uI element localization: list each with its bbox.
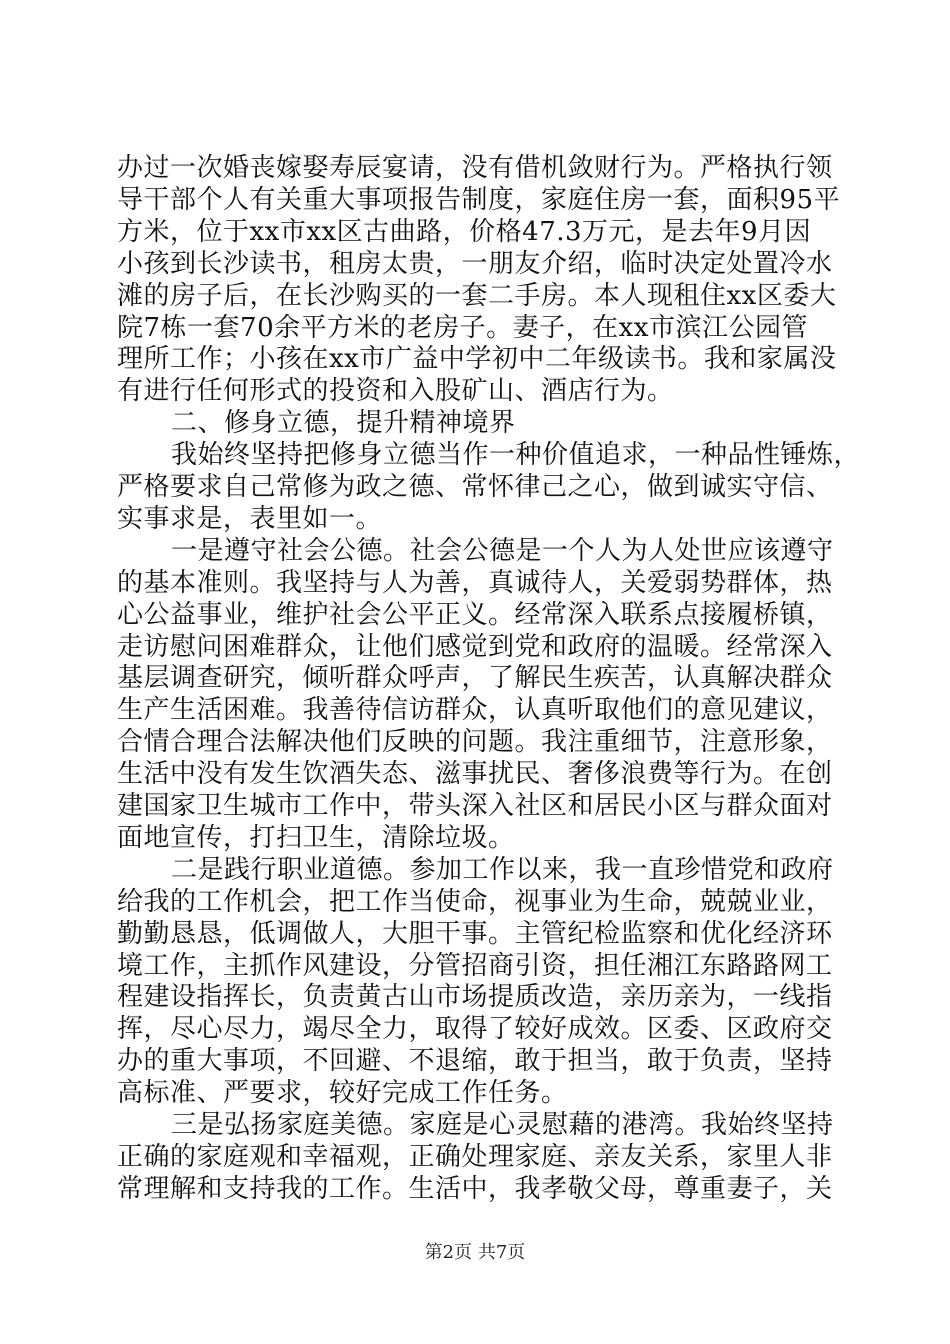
page-number-footer: 第2页 共7页 [424,1242,526,1263]
text-line: 的基本准则。我坚持与人为善，真诚待人，关爱弱势群体，热 [117,567,833,598]
text-line: 境工作，主抓作风建设，分管招商引资，担任湘江东路路网工 [117,950,833,981]
text-line: 走访慰问困难群众，让他们感觉到党和政府的温暖。经常深入 [117,631,833,662]
text-line: 滩的房子后，在长沙购买的一套二手房。本人现租住xx区委大 [117,280,837,311]
text-line: 导干部个人有关重大事项报告制度，家庭住房一套，面积95平 [117,184,841,215]
text-line: 院7栋一套70余平方米的老房子。妻子，在xx市滨江公园管 [117,312,808,343]
text-line: 实事求是，表里如一。 [117,503,383,534]
text-line: 挥，尽心尽力，竭尽全力，取得了较好成效。区委、区政府交 [117,1014,833,1045]
text-line: 给我的工作机会，把工作当使命，视事业为生命，兢兢业业， [117,886,833,917]
text-line: 方米，位于xx市xx区古曲路，价格47.3万元，是去年9月因 [117,216,812,247]
text-line: 办的重大事项，不回避、不退缩，敢于担当，敢于负责，坚持 [117,1046,833,1077]
text-line: 严格要求自己常修为政之德、常怀律己之心，做到诚实守信、 [117,472,833,502]
text-line: 二是践行职业道德。参加工作以来，我一直珍惜党和政府 [171,854,834,885]
text-line: 办过一次婚丧嫁娶寿辰宴请，没有借机敛财行为。严格执行领 [117,153,833,183]
text-line: 生活中没有发生饮酒失态、滋事扰民、奢侈浪费等行为。在创 [117,759,833,790]
text-line: 生产生活困难。我善待信访群众，认真听取他们的意见建议， [117,695,833,726]
text-line: 勤勤恳恳，低调做人，大胆干事。主管纪检监察和优化经济环 [117,918,833,949]
text-line: 理所工作；小孩在xx市广益中学初中二年级读书。我和家属没 [117,344,837,375]
text-line: 心公益事业，维护社会公平正义。经常深入联系点接履桥镇， [117,599,833,630]
text-line: 我始终坚持把修身立德当作一种价值追求，一种品性锤炼， [171,440,861,471]
text-line: 一是遵守社会公德。社会公德是一个人为人处世应该遵守 [171,535,834,566]
text-line: 有进行任何形式的投资和入股矿山、酒店行为。 [117,376,674,407]
text-line: 基层调查研究，倾听群众呼声，了解民生疾苦，认真解决群众 [117,663,833,694]
text-line: 小孩到长沙读书，租房太贵，一朋友介绍，临时决定处置冷水 [117,248,833,279]
text-line: 三是弘扬家庭美德。家庭是心灵慰藉的港湾。我始终坚持 [171,1110,834,1140]
text-line: 合情合理合法解决他们反映的问题。我注重细节，注意形象， [117,727,833,758]
text-line: 程建设指挥长，负责黄古山市场提质改造，亲历亲为，一线指 [117,982,833,1013]
text-line: 常理解和支持我的工作。生活中，我孝敬父母，尊重妻子，关 [117,1173,833,1204]
section-heading: 二、修身立德，提升精神境界 [171,408,516,439]
text-line: 面地宣传，打扫卫生，清除垃圾。 [117,822,515,853]
text-line: 高标准、严要求，较好完成工作任务。 [117,1078,568,1109]
text-line: 正确的家庭观和幸福观，正确处理家庭、亲友关系，家里人非 [117,1141,833,1172]
text-line: 建国家卫生城市工作中，带头深入社区和居民小区与群众面对 [117,791,833,821]
